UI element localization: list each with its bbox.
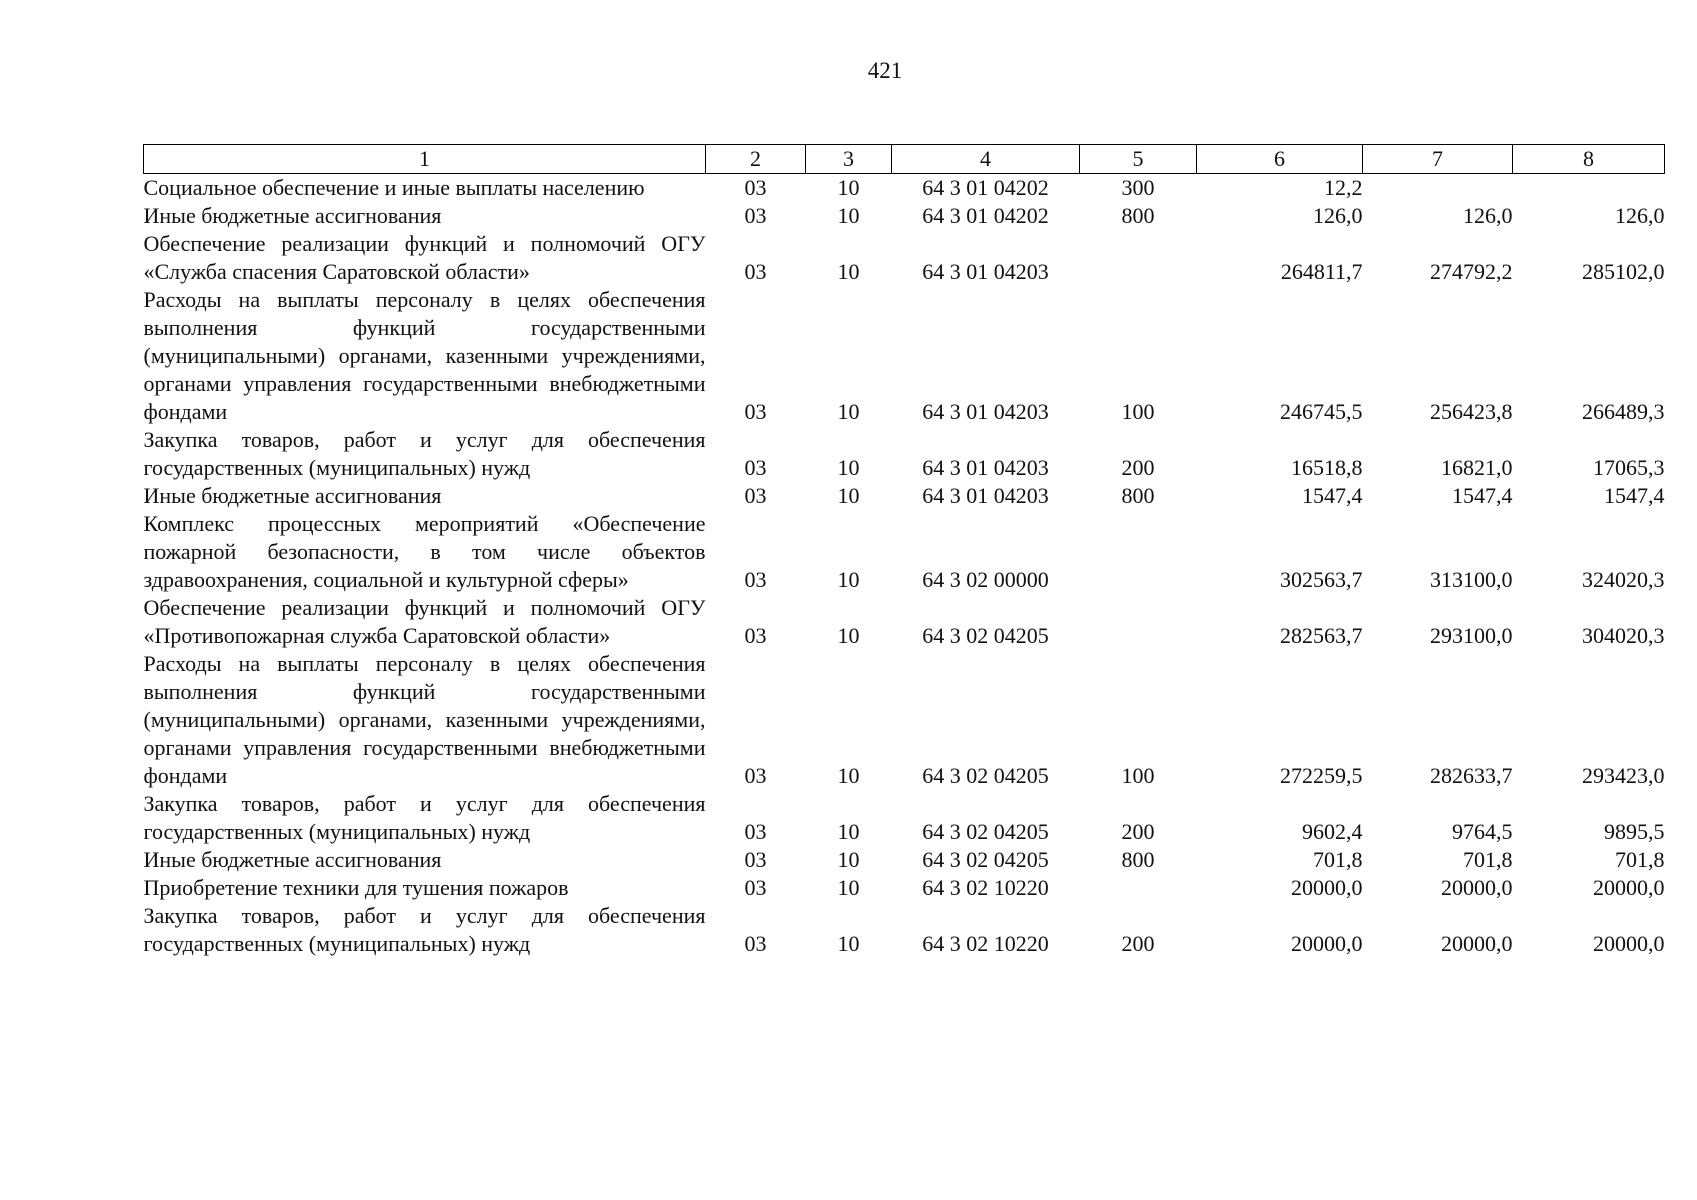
amount-col-7: 274792,2 [1430, 259, 1513, 284]
amount-col-6: 701,8 [1313, 847, 1363, 872]
subsection-code: 10 [837, 875, 860, 900]
amount-col-6: 264811,7 [1280, 259, 1363, 284]
row-name: Приобретение техники для тушения пожаров [143, 875, 569, 900]
section-code: 03 [744, 567, 767, 592]
row-name: Закупка товаров, работ и услуг для обеспечения государственных (муниципальных) нужд [143, 903, 706, 956]
table-body [144, 174, 1665, 959]
row-name: Обеспечение реализации функций и полномочий ОГУ «Служба спасения Саратовской области» [143, 231, 706, 284]
row-name: Иные бюджетные ассигнования [143, 847, 442, 872]
amount-col-7: 256423,8 [1430, 399, 1513, 424]
amount-col-8: 20000,0 [1593, 875, 1665, 900]
subsection-code: 10 [837, 623, 860, 648]
table-row [144, 286, 1665, 426]
section-code: 03 [744, 175, 767, 200]
amount-col-6: 282563,7 [1280, 623, 1363, 648]
subsection-code: 10 [837, 847, 860, 872]
subsection-code: 10 [837, 259, 860, 284]
amount-col-6: 302563,7 [1280, 567, 1363, 592]
row-name: Обеспечение реализации функций и полномочий ОГУ «Противопожарная служба Саратовской области» [143, 595, 706, 648]
table-row [144, 902, 1665, 958]
amount-col-8: 17065,3 [1593, 455, 1665, 480]
amount-col-7: 126,0 [1463, 203, 1513, 228]
column-header: 5 [1080, 145, 1197, 174]
column-header: 2 [706, 145, 806, 174]
subsection-code: 10 [837, 455, 860, 480]
amount-col-8: 1547,4 [1604, 483, 1665, 508]
expense-type-code: 300 [1121, 175, 1155, 200]
header-row [144, 145, 1665, 174]
amount-col-6: 9602,4 [1302, 819, 1363, 844]
column-header: 1 [144, 145, 706, 174]
section-code: 03 [744, 483, 767, 508]
subsection-code: 10 [837, 763, 860, 788]
amount-col-8: 266489,3 [1582, 399, 1665, 424]
section-code: 03 [744, 819, 767, 844]
amount-col-7: 20000,0 [1441, 931, 1513, 956]
table-row [144, 482, 1665, 510]
amount-col-7: 20000,0 [1441, 875, 1513, 900]
target-article-code: 64 3 02 04205 [922, 847, 1049, 872]
amount-col-7: 282633,7 [1430, 763, 1513, 788]
amount-col-8: 304020,3 [1582, 623, 1665, 648]
row-name: Комплекс процессных мероприятий «Обеспечение пожарной безопасности, в том числе объектов здравоохранения, социальной и культурной сферы» [143, 511, 706, 592]
amount-col-6: 1547,4 [1302, 483, 1363, 508]
target-article-code: 64 3 01 04203 [922, 455, 1049, 480]
table-row [144, 846, 1665, 874]
page-number: 421 [867, 58, 903, 83]
expense-type-code: 200 [1121, 819, 1155, 844]
section-code: 03 [744, 399, 767, 424]
target-article-code: 64 3 01 04202 [922, 175, 1049, 200]
section-code: 03 [744, 931, 767, 956]
amount-col-8: 701,8 [1615, 847, 1665, 872]
column-header: 8 [1513, 145, 1665, 174]
expense-type-code: 800 [1121, 203, 1155, 228]
expense-type-code [1080, 594, 1197, 650]
column-header: 3 [806, 145, 892, 174]
subsection-code: 10 [837, 819, 860, 844]
row-name: Иные бюджетные ассигнования [143, 483, 442, 508]
row-name: Иные бюджетные ассигнования [143, 203, 442, 228]
table-row [144, 594, 1665, 650]
table-row [144, 230, 1665, 286]
table-row [144, 650, 1665, 790]
target-article-code: 64 3 02 04205 [922, 819, 1049, 844]
table-row [144, 174, 1665, 203]
amount-col-7 [1363, 174, 1513, 203]
target-article-code: 64 3 01 04203 [922, 399, 1049, 424]
amount-col-7: 293100,0 [1430, 623, 1513, 648]
amount-col-8: 20000,0 [1593, 931, 1665, 956]
subsection-code: 10 [837, 567, 860, 592]
subsection-code: 10 [837, 483, 860, 508]
amount-col-7: 313100,0 [1430, 567, 1513, 592]
table-row [144, 874, 1665, 902]
section-code: 03 [744, 259, 767, 284]
amount-col-7: 16821,0 [1441, 455, 1513, 480]
row-name: Социальное обеспечение и иные выплаты населению [143, 175, 645, 200]
expense-type-code [1080, 510, 1197, 594]
section-code: 03 [744, 203, 767, 228]
subsection-code: 10 [837, 203, 860, 228]
amount-col-6: 20000,0 [1291, 931, 1363, 956]
column-header: 6 [1197, 145, 1363, 174]
amount-col-8: 126,0 [1615, 203, 1665, 228]
target-article-code: 64 3 01 04203 [922, 483, 1049, 508]
amount-col-6: 126,0 [1313, 203, 1363, 228]
table-row [144, 426, 1665, 482]
table-row [144, 202, 1665, 230]
expense-type-code [1080, 874, 1197, 902]
section-code: 03 [744, 623, 767, 648]
row-name: Закупка товаров, работ и услуг для обеспечения государственных (муниципальных) нужд [143, 791, 706, 844]
amount-col-8: 293423,0 [1582, 763, 1665, 788]
section-code: 03 [744, 875, 767, 900]
expense-type-code: 800 [1121, 847, 1155, 872]
column-header: 7 [1363, 145, 1513, 174]
amount-col-8: 9895,5 [1604, 819, 1665, 844]
row-name: Закупка товаров, работ и услуг для обеспечения государственных (муниципальных) нужд [143, 427, 706, 480]
amount-col-6: 12,2 [1324, 175, 1363, 200]
amount-col-8: 324020,3 [1582, 567, 1665, 592]
amount-col-7: 1547,4 [1452, 483, 1513, 508]
section-code: 03 [744, 763, 767, 788]
expense-type-code: 100 [1121, 399, 1155, 424]
table-row [144, 790, 1665, 846]
table-row [144, 510, 1665, 594]
target-article-code: 64 3 02 04205 [922, 623, 1049, 648]
section-code: 03 [744, 847, 767, 872]
target-article-code: 64 3 02 04205 [922, 763, 1049, 788]
amount-col-6: 272259,5 [1280, 763, 1363, 788]
expense-type-code: 800 [1121, 483, 1155, 508]
section-code: 03 [744, 455, 767, 480]
expense-type-code [1080, 230, 1197, 286]
column-header: 4 [892, 145, 1080, 174]
amount-col-8 [1513, 174, 1665, 203]
target-article-code: 64 3 01 04202 [922, 203, 1049, 228]
amount-col-6: 20000,0 [1291, 875, 1363, 900]
target-article-code: 64 3 01 04203 [922, 259, 1049, 284]
subsection-code: 10 [837, 399, 860, 424]
amount-col-8: 285102,0 [1582, 259, 1665, 284]
expense-type-code: 200 [1121, 455, 1155, 480]
subsection-code: 10 [837, 931, 860, 956]
amount-col-6: 246745,5 [1280, 399, 1363, 424]
amount-col-6: 16518,8 [1291, 455, 1363, 480]
amount-col-7: 9764,5 [1452, 819, 1513, 844]
row-name: Расходы на выплаты персоналу в целях обеспечения выполнения функций государственными (муниципальными) органами, казенными учреждениями, органами управления государственными внебюджетными фондами [143, 287, 706, 424]
amount-col-7: 701,8 [1463, 847, 1513, 872]
subsection-code: 10 [837, 175, 860, 200]
expense-type-code: 200 [1121, 931, 1155, 956]
expense-type-code: 100 [1121, 763, 1155, 788]
target-article-code: 64 3 02 00000 [922, 567, 1049, 592]
target-article-code: 64 3 02 10220 [922, 931, 1049, 956]
row-name: Расходы на выплаты персоналу в целях обеспечения выполнения функций государственными (муниципальными) органами, казенными учреждениями, органами управления государственными внебюджетными фондами [143, 651, 706, 788]
target-article-code: 64 3 02 10220 [922, 875, 1049, 900]
budget-table [143, 144, 1665, 958]
